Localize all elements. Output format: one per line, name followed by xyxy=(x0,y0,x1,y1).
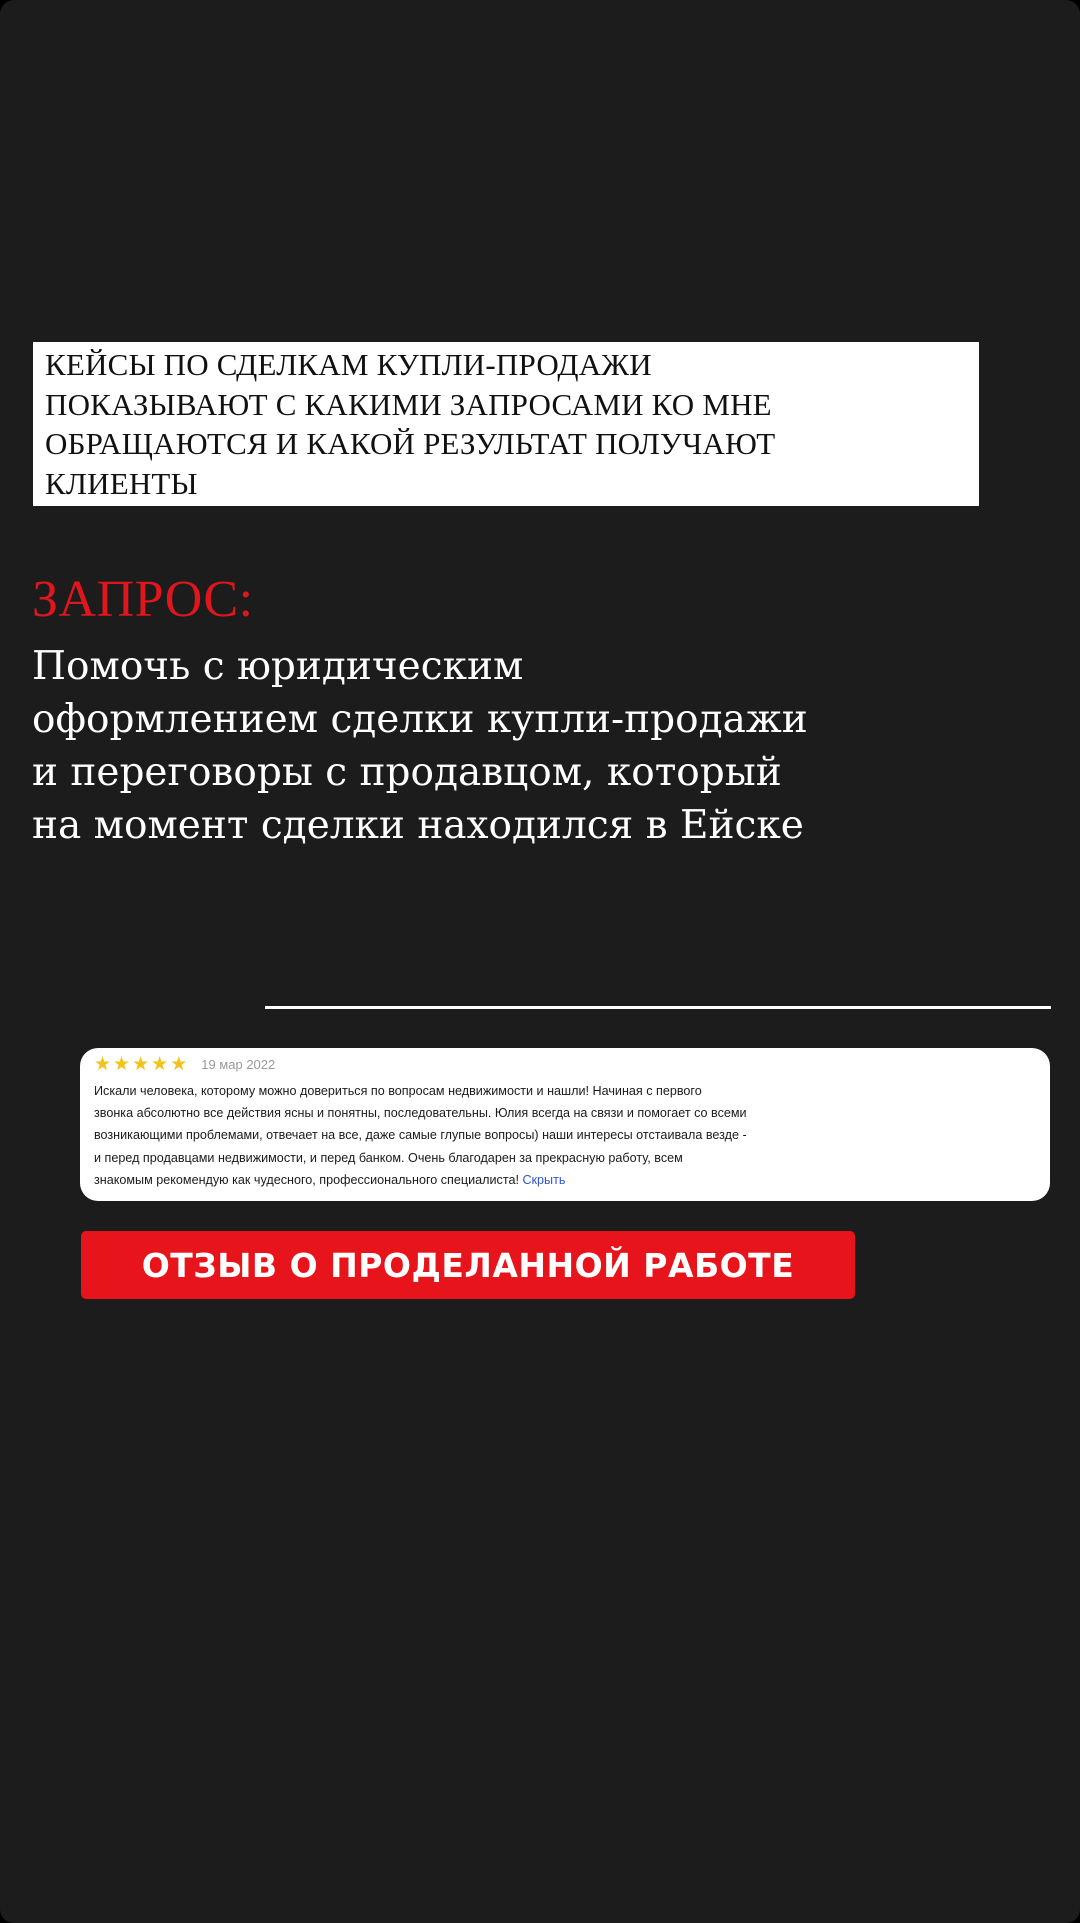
review-line: и перед продавцами недвижимости, и перед банком. Очень благодарен за прекрасную работу, всем xyxy=(94,1150,683,1165)
request-line: оформлением сделки купли-продажи xyxy=(32,697,808,742)
heading-line: ПОКАЗЫВАЮТ С КАКИМИ ЗАПРОСАМИ КО МНЕ xyxy=(45,386,772,422)
review-line: звонка абсолютно все действия ясны и понятны, последовательны. Юлия всегда на связи и помогает со всеми xyxy=(94,1106,747,1121)
review-line-text: знакомым рекомендую как чудесного, профессионального специалиста! xyxy=(94,1172,519,1187)
star-icon: ★ xyxy=(113,1052,131,1075)
request-label: ЗАПРОС: xyxy=(32,571,254,628)
review-meta xyxy=(94,1052,275,1076)
review-date: 19 мар 2022 xyxy=(201,1056,276,1072)
heading-line: ОБРАЩАЮТСЯ И КАКОЙ РЕЗУЛЬТАТ ПОЛУЧАЮТ xyxy=(45,426,776,461)
review-card xyxy=(80,1048,1050,1201)
review-banner xyxy=(81,1231,855,1299)
request-line: Помочь с юридическим xyxy=(32,644,524,689)
star-icon: ★ xyxy=(170,1052,188,1075)
star-rating xyxy=(94,1052,188,1075)
hide-review-link[interactable]: Скрыть xyxy=(522,1172,566,1187)
divider-line xyxy=(265,1006,1051,1009)
review-line: возникающими проблемами, отвечает на все, даже самые глупые вопросы) наши интересы отстаивала везде - xyxy=(94,1128,747,1143)
review-banner-label: ОТЗЫВ О ПРОДЕЛАННОЙ РАБОТЕ xyxy=(141,1245,795,1285)
heading-text xyxy=(45,345,967,503)
star-icon: ★ xyxy=(94,1052,112,1075)
heading-line: КЛИЕНТЫ xyxy=(45,465,198,501)
heading-line: КЕЙСЫ ПО СДЕЛКАМ КУПЛИ-ПРОДАЖИ xyxy=(45,347,652,382)
review-text xyxy=(94,1080,1039,1191)
star-icon: ★ xyxy=(151,1052,169,1075)
star-icon: ★ xyxy=(132,1052,150,1075)
review-line-last xyxy=(94,1169,1039,1191)
request-line: на момент сделки находился в Ейске xyxy=(32,803,804,848)
heading-box xyxy=(33,342,979,506)
request-line: и переговоры с продавцом, который xyxy=(32,750,782,795)
review-line: Искали человека, которому можно довериться по вопросам недвижимости и нашли! Начиная с первого xyxy=(94,1084,702,1098)
request-description xyxy=(32,640,1052,852)
